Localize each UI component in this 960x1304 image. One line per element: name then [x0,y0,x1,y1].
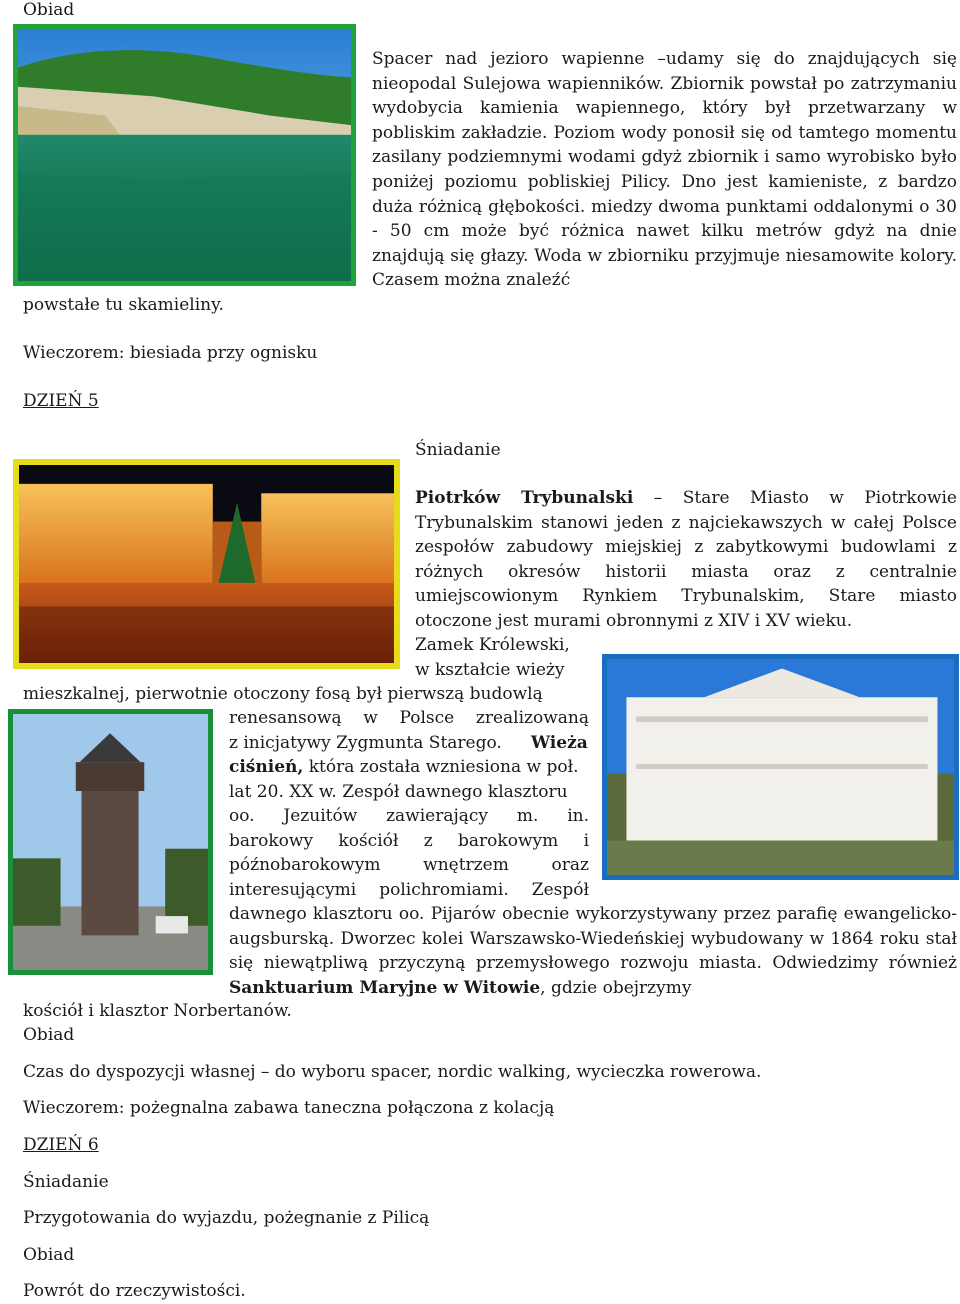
town-square-photo [13,459,400,669]
departure-prep: Przygotowania do wyjazdu, pożegnanie z Pilicą [23,1208,430,1228]
wieza-line-6: późnobarokowym wnętrzem oraz [229,855,589,875]
zamek-line-5: z inicjatywy Zygmunta Starego. [229,733,502,753]
sanktuarium-text: , gdzie obejrzymy [540,977,692,998]
norbertanow-line: kościół i klasztor Norbertanów. [23,1001,292,1021]
pijarow-description: dawnego klasztoru oo. Pijarów obecnie wykorzystywany przez parafię ewangelicko-augsburską. Dworzec kolei Warszawsko-Wiedeńskiej wybudowany w 1864 roku stał się niewątpliwą przyczyną przemysłowego rozwoju miasta. Odwiedzimy również [229,904,957,974]
wieza-line [229,755,579,780]
piotrkow-name: Piotrków Trybunalski [415,488,634,508]
farewell-party: Wieczorem: pożegnalna zabawa taneczna połączona z kolacją [23,1098,555,1118]
day6-lunch: Obiad [23,1245,75,1265]
piotrkow-description: – Stare Miasto w Piotrkowie Trybunalskim stanowi jeden z najciekawszych w całej Polsce zespołów zabudowy miejskiej z zabytkowymi budowlami z różnych okresów historii miasta oraz z centralnie umiejscowionym Rynkiem Trybunalskim, Stare miasto otoczone jest murami obronnymi z XIV i XV wieku. [415,488,957,631]
wieza-title [531,731,588,756]
zamek-line-4: renesansową w Polsce zrealizowaną [229,708,589,728]
zamek-line-3: mieszkalnej, pierwotnie otoczony fosą był pierwszą budowlą [23,684,543,704]
wieza-line-5: barokowy kościół z barokowym i [229,831,589,851]
day5-lunch: Obiad [23,1025,75,1045]
zamek-line-1: Zamek Królewski, [415,635,570,655]
palace-photo [602,654,959,880]
sanktuarium-name: Sanktuarium Maryjne w Witowie [229,977,541,998]
lake-description-end: powstałe tu skamieliny. [23,295,224,315]
day5-heading: DZIEŃ 5 [23,391,99,411]
wieza-text: która została wzniesiona w poł. [303,757,579,777]
day6-heading: DZIEŃ 6 [23,1135,99,1155]
lake-photo [13,24,356,286]
evening-bonfire: Wieczorem: biesiada przy ognisku [23,343,318,363]
wieza-line-3: lat 20. XX w. Zespół dawnego klasztoru [229,782,568,802]
zamek-line-2: w kształcie wieży [415,660,565,680]
free-time: Czas do dyspozycji własnej – do wyboru spacer, nordic walking, wycieczka rowerowa. [23,1062,762,1082]
water-tower-photo [8,709,213,975]
wieza-line-7: interesującymi polichromiami. Zespół [229,880,589,900]
lunch-label: Obiad [23,0,75,20]
day5-breakfast: Śniadanie [415,440,501,460]
wieza-line-4: oo. Jezuitów zawierający m. in. [229,806,589,826]
return-home: Powrót do rzeczywistości. [23,1281,246,1301]
wieza-bold-2: ciśnień, [229,757,304,777]
wieza-bold-1: Wieża [531,733,588,753]
day6-breakfast: Śniadanie [23,1172,109,1192]
lake-description: Spacer nad jezioro wapienne –udamy się do znajdujących się nieopodal Sulejowa wapienników. Zbiornik powstał po zatrzymaniu wydobycia kamienia wapiennego, który był przetwarzany w pobliskim zakładzie. Poziom wody ponosił się od tamtego momentu zasilany podziemnymi wodami gdyż zbiornik i samo wyrobisko było poniżej poziomu pobliskiej Pilicy. Dno jest kamieniste, z bardzo duża różnicą głębokości. miedzy dwoma punktami oddalonymi o 30 - 50 cm może być różnica nawet kilku metrów gdyż na dnie znajdują się głazy. Woda w zbiorniku przyjmuje niesamowite kolory. Czasem można znaleźć [372,49,957,291]
